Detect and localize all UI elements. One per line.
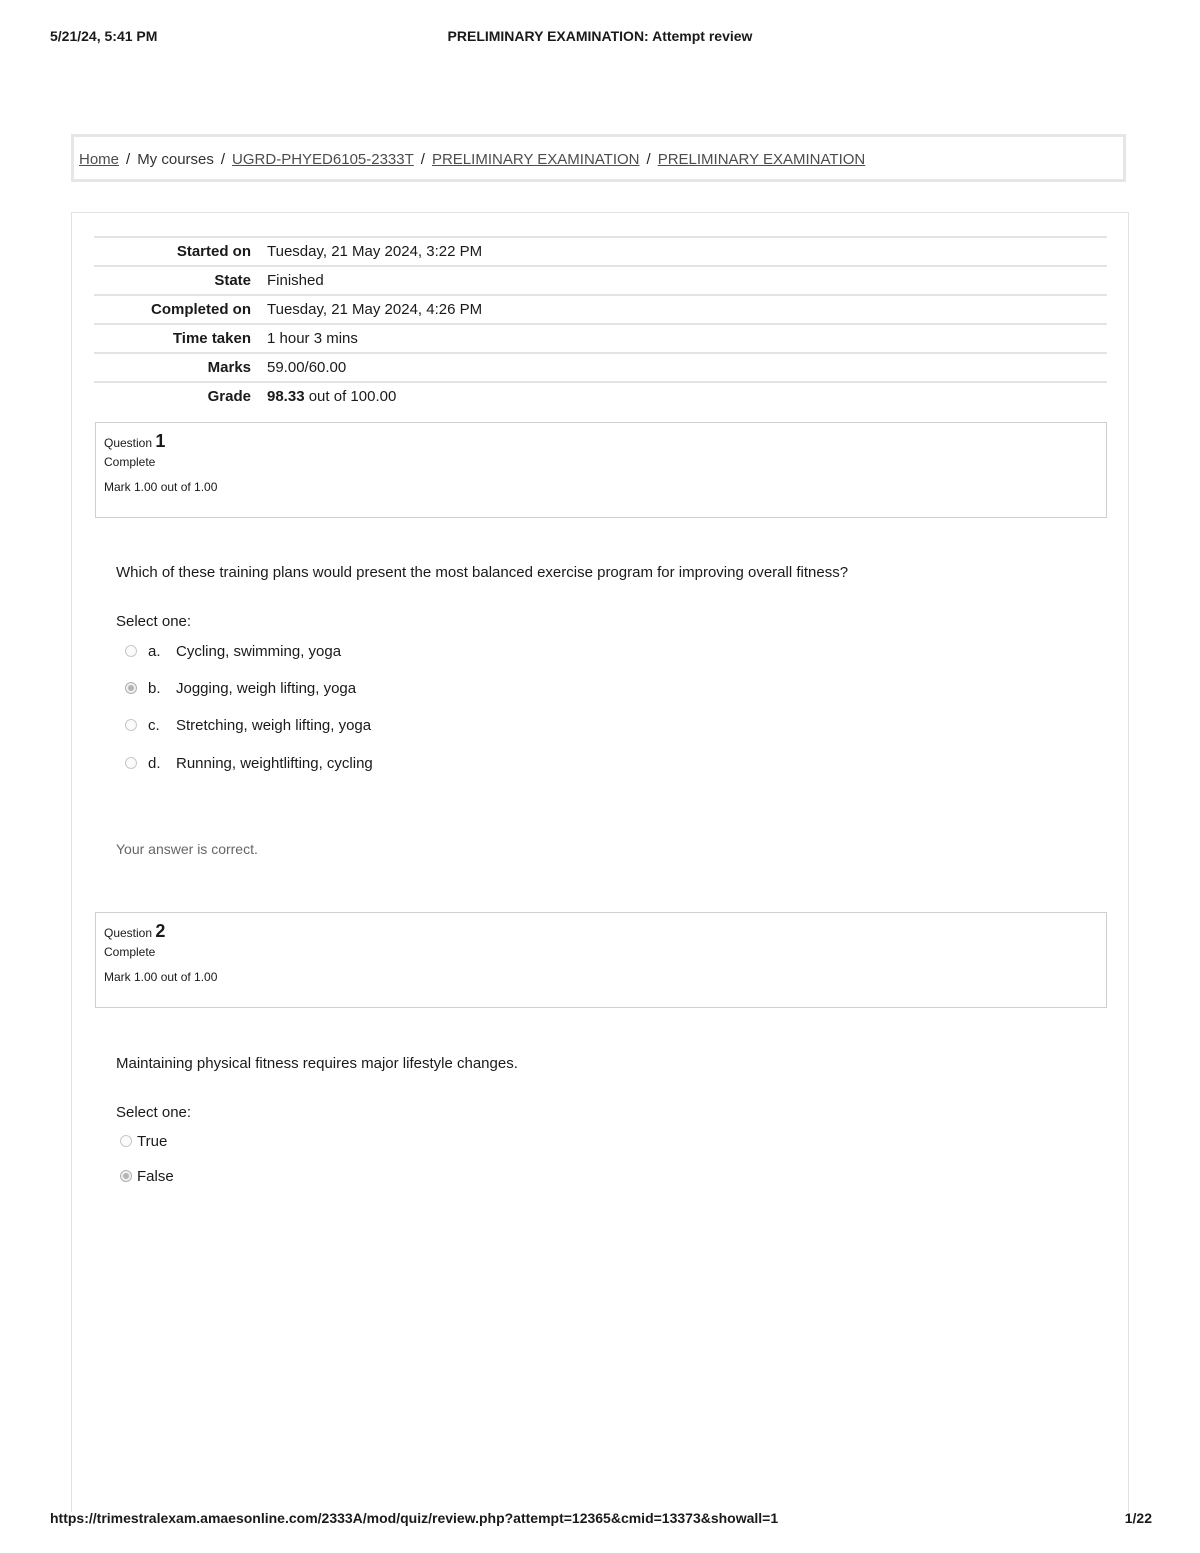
breadcrumb-home-link[interactable]: Home [79, 151, 120, 168]
radio-button[interactable] [125, 757, 137, 769]
breadcrumb-quiz-link[interactable]: PRELIMINARY EXAMINATION [657, 151, 866, 168]
radio-button[interactable] [120, 1135, 132, 1147]
answer-option-true[interactable] [120, 1130, 167, 1152]
breadcrumb-separator: / [420, 151, 425, 168]
breadcrumb-my-courses[interactable]: My courses [137, 151, 214, 168]
answer-option-b[interactable] [125, 677, 356, 699]
question-info [95, 912, 1107, 1008]
breadcrumb-separator: / [220, 151, 226, 168]
question-state: Complete [104, 455, 156, 469]
summary-label: Completed on [151, 300, 251, 318]
summary-label: State [214, 271, 251, 289]
summary-value: Tuesday, 21 May 2024, 3:22 PM [267, 242, 483, 260]
answer-option-d[interactable] [125, 752, 373, 774]
summary-label: Time taken [172, 329, 251, 347]
option-letter: a. [148, 642, 161, 660]
summary-value: Tuesday, 21 May 2024, 4:26 PM [267, 300, 483, 318]
breadcrumb-separator: / [126, 151, 131, 168]
summary-value: Finished [267, 271, 324, 289]
question-state: Complete [104, 945, 156, 959]
summary-label: Started on [176, 242, 251, 260]
question-number: 2 [155, 921, 166, 941]
print-page-title: PRELIMINARY EXAMINATION: Attempt review [447, 28, 753, 44]
breadcrumb-separator: / [646, 151, 651, 168]
option-text: False [137, 1167, 174, 1185]
summary-row-started [94, 237, 1107, 266]
summary-label: Marks [207, 358, 251, 376]
attempt-summary-table [94, 236, 1107, 410]
question-mark: Mark 1.00 out of 1.00 [104, 970, 218, 984]
breadcrumb [79, 151, 865, 168]
radio-button-selected[interactable] [120, 1170, 132, 1182]
select-one-label: Select one: [116, 613, 192, 630]
radio-button[interactable] [125, 645, 137, 657]
question-label: Question [104, 436, 153, 450]
summary-row-grade [94, 382, 1107, 410]
question-info [95, 422, 1107, 518]
summary-label: Grade [207, 387, 251, 405]
print-url: https://trimestralexam.amaesonline.com/2333A/mod/quiz/review.php?attempt=12365&cmid=13373&showall=1 [50, 1510, 779, 1526]
radio-button[interactable] [125, 719, 137, 731]
option-letter: c. [148, 716, 160, 734]
summary-row-marks [94, 353, 1107, 382]
question-number-line [104, 921, 1098, 943]
select-one-label: Select one: [116, 1104, 192, 1121]
question-label: Question [104, 926, 153, 940]
option-text: Running, weightlifting, cycling [176, 754, 373, 772]
summary-row-state [94, 266, 1107, 295]
answer-option-c[interactable] [125, 714, 371, 736]
grade-suffix: out of 100.00 [308, 387, 397, 405]
print-page-number: 1/22 [1124, 1510, 1152, 1526]
question-text: Which of these training plans would present the most balanced exercise program for improving overall fitness? [116, 564, 849, 581]
summary-row-completed [94, 295, 1107, 324]
summary-value: 1 hour 3 mins [267, 329, 358, 347]
breadcrumb-bar [71, 134, 1126, 182]
option-text: Cycling, swimming, yoga [176, 642, 342, 660]
print-footer [50, 1510, 1152, 1530]
question-text: Maintaining physical fitness requires major lifestyle changes. [116, 1055, 518, 1072]
option-text: Stretching, weigh lifting, yoga [176, 716, 372, 734]
breadcrumb-section-link[interactable]: PRELIMINARY EXAMINATION [431, 151, 640, 168]
option-text: Jogging, weigh lifting, yoga [176, 679, 357, 697]
option-letter: d. [148, 754, 161, 772]
summary-value [265, 382, 1107, 410]
answer-feedback: Your answer is correct. [116, 841, 258, 857]
breadcrumb-course-link[interactable]: UGRD-PHYED6105-2333T [232, 151, 414, 168]
option-letter: b. [148, 679, 161, 697]
print-datetime: 5/21/24, 5:41 PM [50, 28, 158, 44]
question-mark: Mark 1.00 out of 1.00 [104, 480, 218, 494]
summary-row-time-taken [94, 324, 1107, 353]
summary-value: 59.00/60.00 [267, 358, 347, 376]
print-header [50, 28, 1150, 48]
answer-option-a[interactable] [125, 640, 341, 662]
attempt-review-panel [71, 212, 1129, 1512]
answer-option-false[interactable] [120, 1165, 174, 1187]
grade-score: 98.33 [267, 387, 305, 405]
radio-button-selected[interactable] [125, 682, 137, 694]
option-text: True [137, 1132, 168, 1150]
question-number: 1 [155, 431, 166, 451]
question-number-line [104, 431, 1098, 453]
